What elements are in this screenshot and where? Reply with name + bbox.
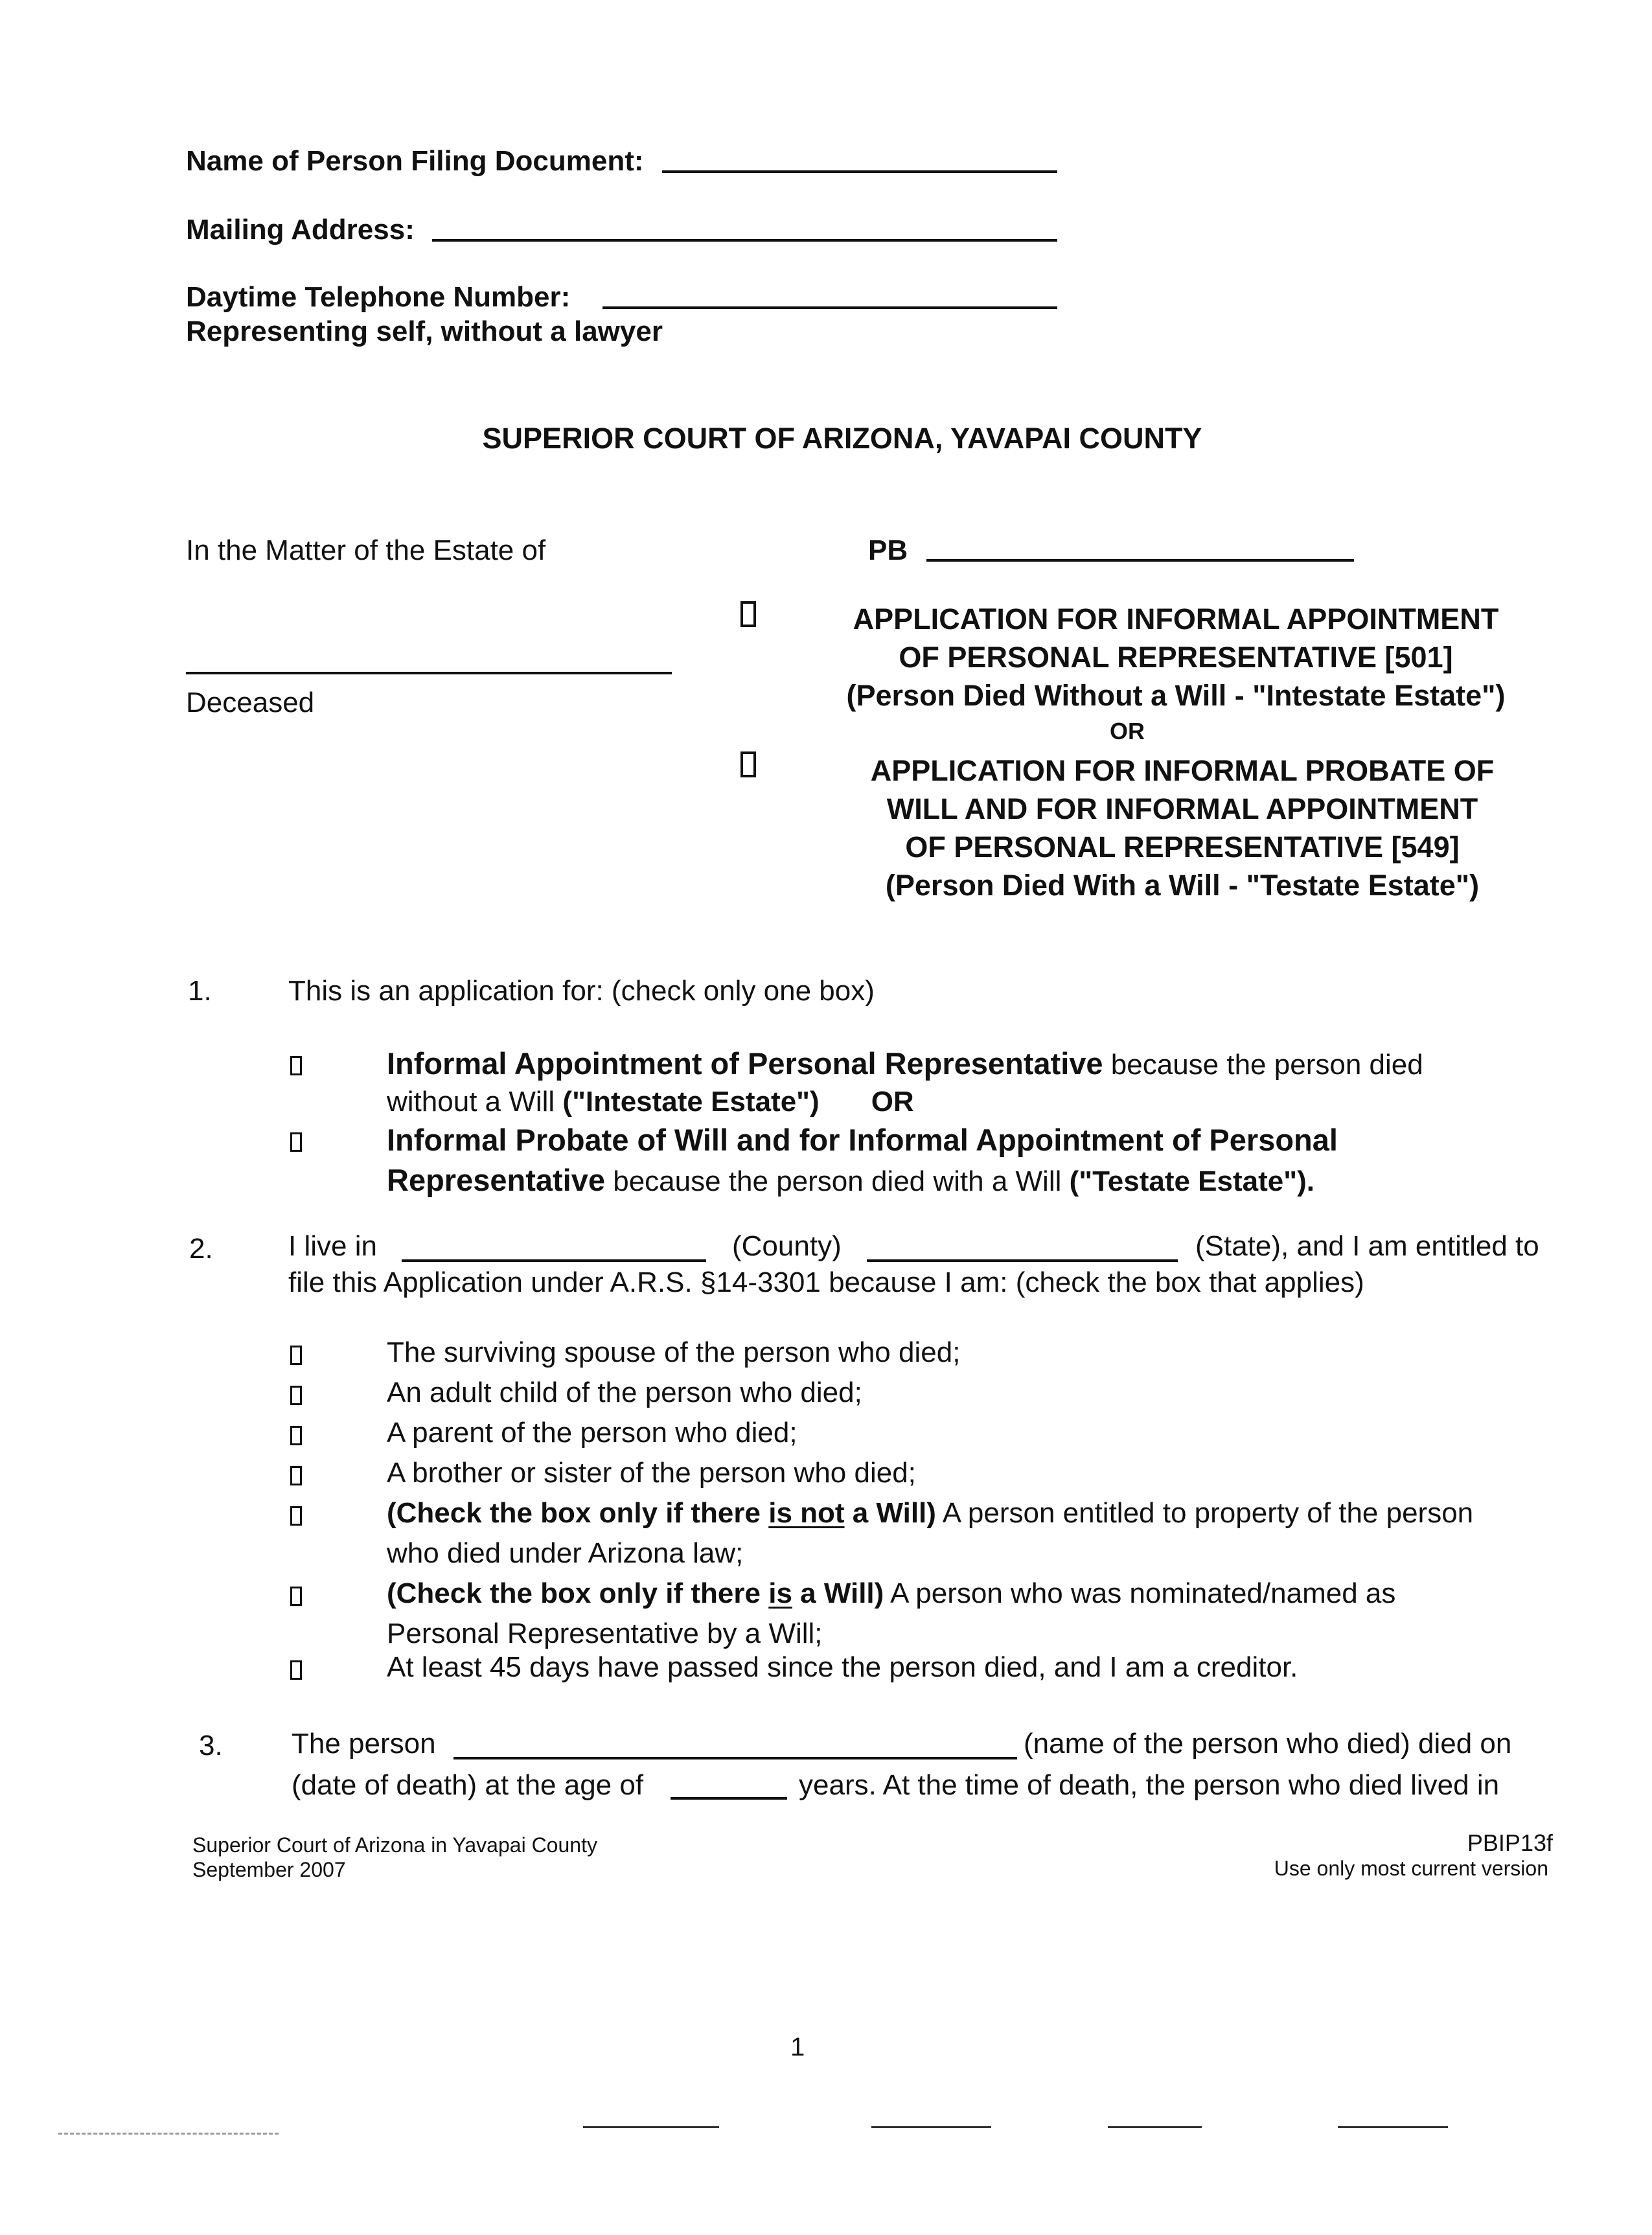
state-label: (State), and I am entitled to [1195,1230,1539,1262]
scan-artifact-line [1338,2126,1448,2128]
state-field[interactable] [867,1259,1178,1262]
phone-label: Daytime Telephone Number: [186,281,571,313]
version-note: Use only most current version [1274,1857,1548,1880]
deceased-label: Deceased [186,687,315,718]
adult-child-checkbox[interactable] [290,1386,302,1405]
item-1-option-2-line-1: Informal Probate of Will and for Informal Appointment of Personal [387,1123,1338,1157]
scan-artifact-line [58,2133,279,2135]
footer-court: Superior Court of Arizona in Yavapai County [192,1833,597,1857]
county-field[interactable] [402,1259,706,1262]
item-1-number: 1. [188,975,212,1007]
nominated-pr-line-2: Personal Representative by a Will; [387,1618,823,1649]
item-1-option-1-line-1: Informal Appointment of Personal Representative because the person died [387,1046,1423,1081]
app-549-line1: APPLICATION FOR INFORMAL PROBATE OF [870,754,1495,787]
surviving-spouse-checkbox[interactable] [290,1346,302,1365]
court-title: SUPERIOR COURT OF ARIZONA, YAVAPAI COUNTY [482,422,1202,455]
parent-checkbox[interactable] [290,1426,302,1445]
phone-field[interactable] [602,306,1057,309]
form-code: PBIP13f [1467,1829,1553,1856]
parent-label: A parent of the person who died; [387,1417,797,1449]
pb-label: PB [868,534,908,566]
name-of-filer-field[interactable] [662,170,1057,173]
age-field[interactable] [671,1797,787,1800]
decedent-name-field-item-3[interactable] [453,1757,1017,1759]
creditor-label: At least 45 days have passed since the person died, and I am a creditor. [387,1651,1298,1683]
item-2-line-2: file this Application under A.R.S. §14-3301 because I am: (check the box that applies) [288,1266,1364,1298]
app-549-line2: WILL AND FOR INFORMAL APPOINTMENT [886,792,1478,825]
item-1-option-2-line-2: Representative because the person died with a Will ("Testate Estate"). [387,1163,1314,1197]
estate-of-label: In the Matter of the Estate of [186,534,546,566]
decedent-name-field[interactable] [186,672,672,674]
nominated-pr-checkbox[interactable] [290,1587,302,1606]
item-1-option-1-line-2: without a Will ("Intestate Estate") OR [387,1086,914,1118]
application-501-checkbox[interactable] [740,601,756,627]
representing-self-note: Representing self, without a lawyer [186,315,663,347]
page-number: 1 [790,2033,805,2061]
sibling-label: A brother or sister of the person who died; [387,1457,916,1489]
county-label: (County) [732,1230,842,1262]
app-549-line4: (Person Died With a Will - "Testate Estate") [885,869,1480,902]
scan-artifact-line [583,2126,719,2128]
app-501-line1: APPLICATION FOR INFORMAL APPOINTMENT [853,602,1499,636]
application-549-checkbox[interactable] [740,751,756,777]
footer-date: September 2007 [192,1858,346,1881]
mailing-address-label: Mailing Address: [186,214,415,246]
nominated-pr-line-1: (Check the box only if there is a Will) A person who was nominated/named as [387,1577,1396,1609]
mailing-address-field[interactable] [432,239,1057,242]
live-in-label: I live in [288,1230,377,1262]
the-person-label: The person [292,1728,436,1759]
item-2-number: 2. [189,1233,213,1265]
item-1-text: This is an application for: (check only one box) [288,975,875,1007]
died-on-label: (name of the person who died) died on [1024,1728,1512,1759]
name-of-filer-label: Name of Person Filing Document: [186,145,644,177]
sibling-checkbox[interactable] [290,1466,302,1485]
app-501-line3: (Person Died Without a Will - "Intestate Estate") [846,679,1506,712]
lived-in-label: years. At the time of death, the person who died lived in [799,1769,1500,1801]
heir-no-will-line-2: who died under Arizona law; [387,1537,744,1569]
creditor-checkbox[interactable] [290,1660,302,1680]
app-549-line3: OF PERSONAL REPRESENTATIVE [549] [905,831,1460,864]
scan-artifact-line [871,2126,991,2128]
surviving-spouse-label: The surviving spouse of the person who died; [387,1336,961,1368]
case-number-field[interactable] [926,559,1354,562]
adult-child-label: An adult child of the person who died; [387,1377,862,1408]
item-3-number: 3. [199,1730,223,1761]
testate-probate-checkbox[interactable] [290,1132,302,1152]
age-label: (date of death) at the age of [292,1769,644,1801]
scan-artifact-line [1108,2126,1202,2128]
heir-no-will-checkbox[interactable] [290,1506,302,1526]
heir-no-will-line-1: (Check the box only if there is not a Will) A person entitled to property of the person [387,1497,1474,1529]
intestate-appointment-checkbox[interactable] [290,1056,302,1075]
or-separator: OR [1110,718,1145,744]
app-501-line2: OF PERSONAL REPRESENTATIVE [501] [899,641,1453,674]
